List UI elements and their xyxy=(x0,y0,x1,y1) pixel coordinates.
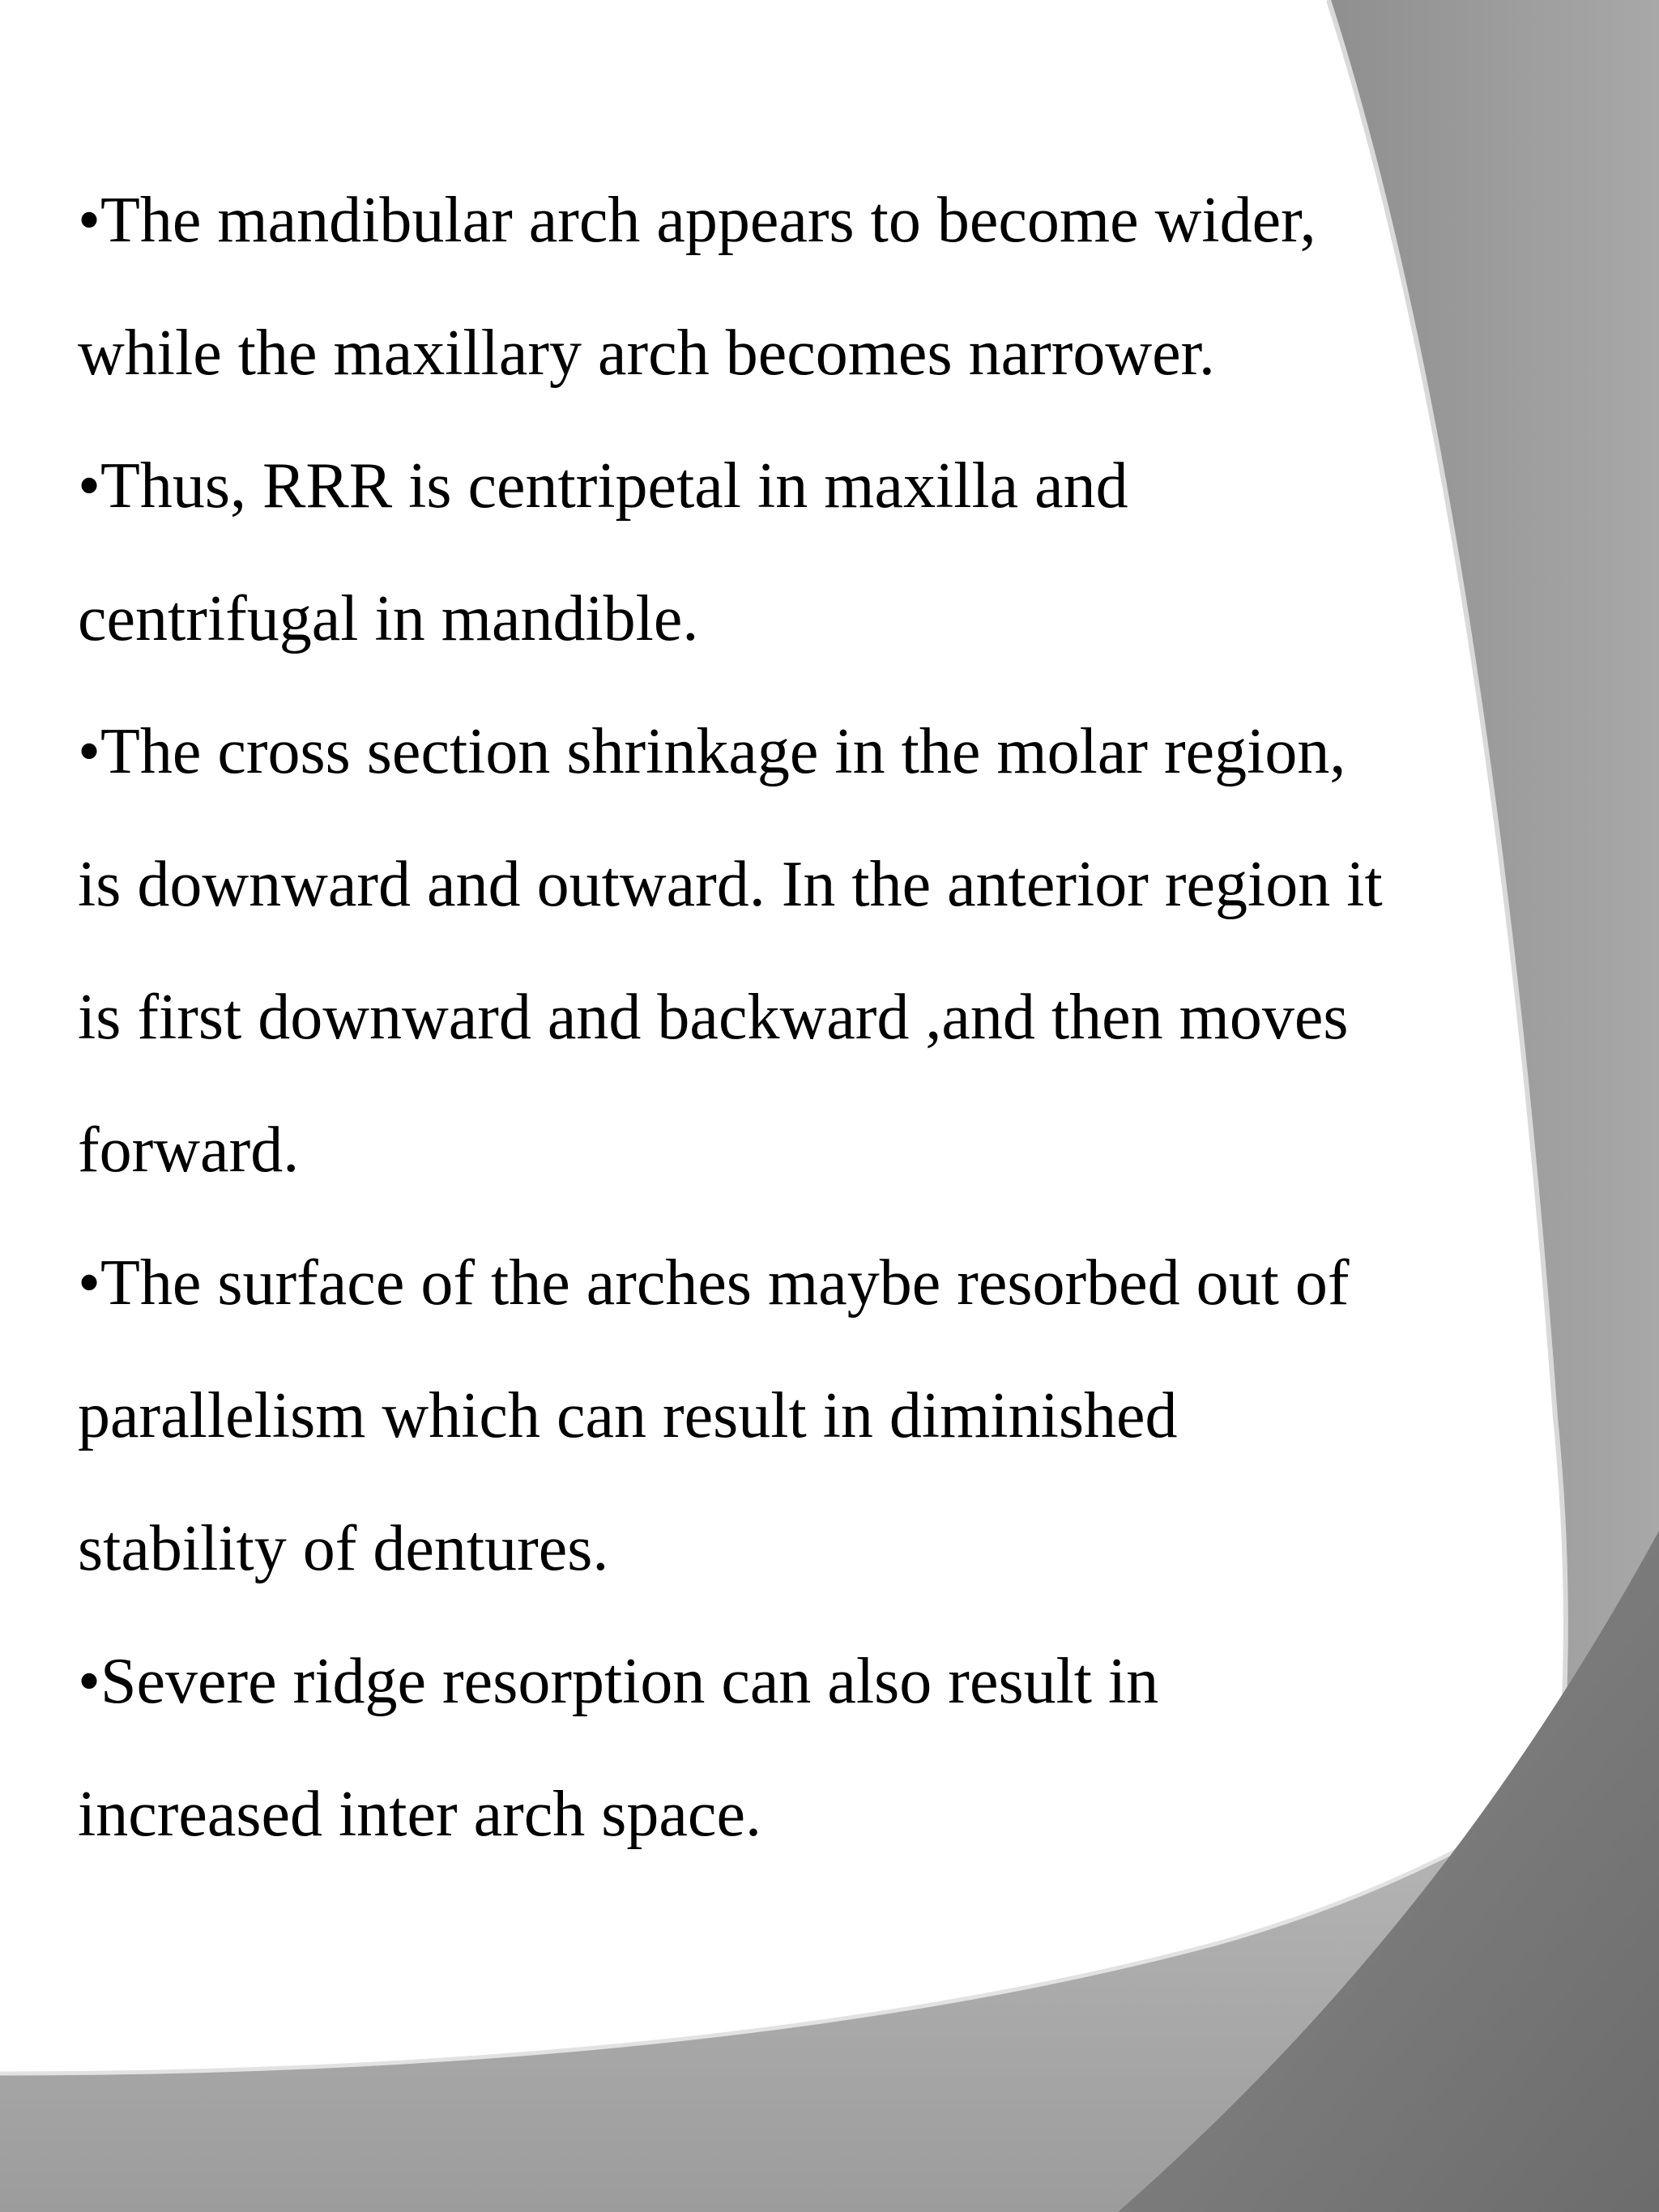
bullet-list xyxy=(78,154,1601,1881)
bullet-item-surface-parallelism: •The surface of the arches maybe resorbed out of parallelism which can result in diminished stability of dentures. xyxy=(78,1247,1350,1584)
bullet-item-arch-width: •The mandibular arch appears to become wider, while the maxillary arch becomes narrower. xyxy=(78,185,1316,389)
bullet-item-rrr-direction: •Thus, RRR is centripetal in maxilla and centrifugal in mandible. xyxy=(78,450,1128,654)
bullet-item-cross-section: •The cross section shrinkage in the molar region, is downward and outward. In the anterior region it is first downward and backward ,and then moves forward. xyxy=(78,716,1383,1186)
bullet-item-inter-arch-space: •Severe ridge resorption can also result in increased inter arch space. xyxy=(78,1646,1159,1850)
